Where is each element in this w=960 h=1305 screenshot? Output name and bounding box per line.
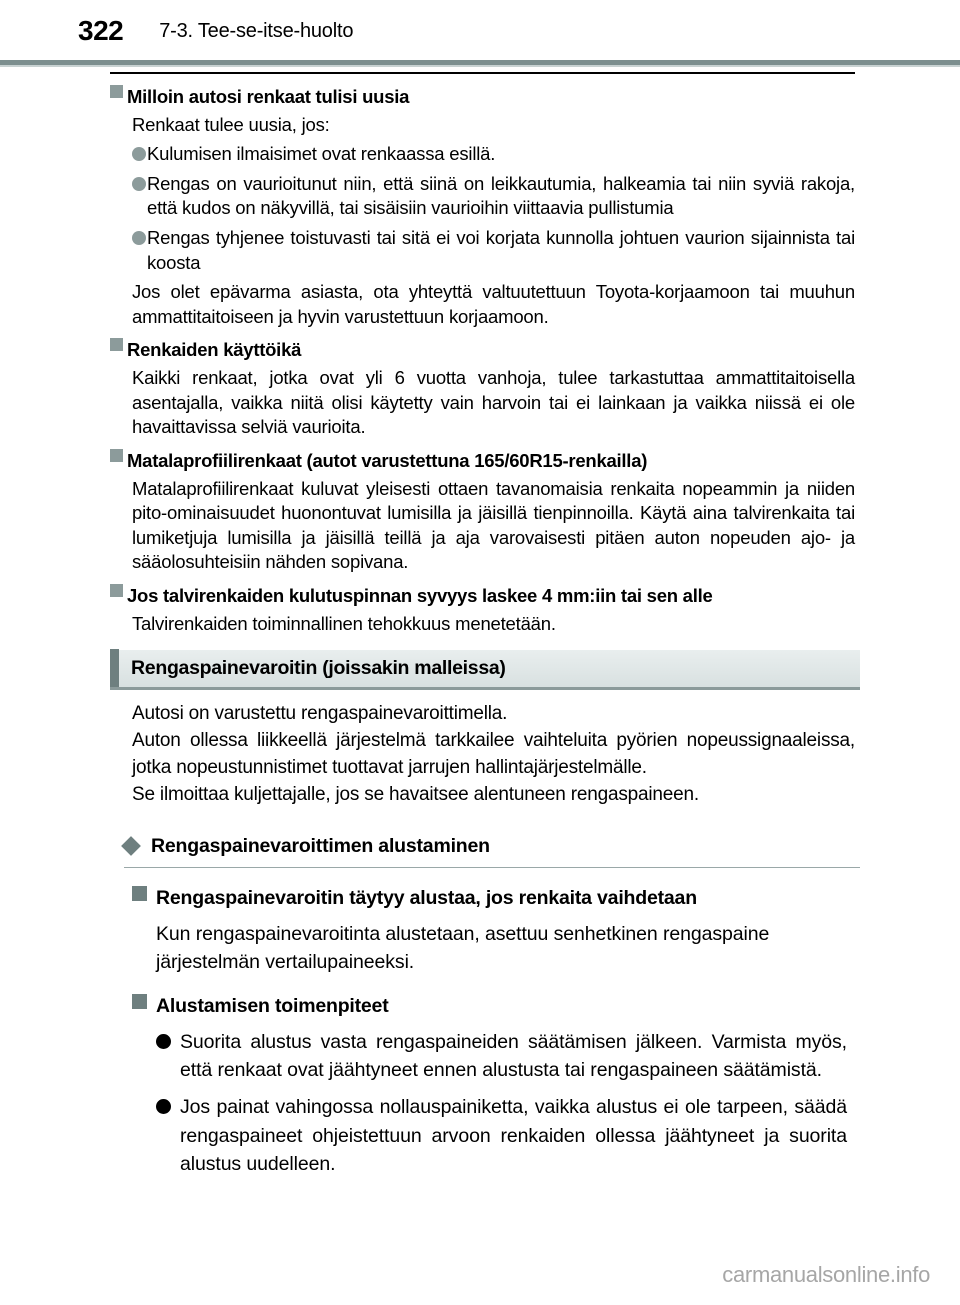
square-bullet-icon	[110, 584, 123, 597]
paragraph-talvirenkaiden-tehokkuus: Talvirenkaiden toiminnallinen tehokkuus menetetään.	[132, 612, 556, 634]
filled-circle-bullet-icon	[156, 1099, 171, 1114]
banner-title-label: Rengaspainevaroitin (joissakin malleissa)	[131, 657, 506, 680]
banner-accent-bar	[110, 649, 119, 689]
paragraph-kun-alustetaan: Kun rengaspainevaroitinta alustetaan, asettuu senhetkinen rengaspaine järjestelmän vertailupaineeksi.	[156, 922, 770, 974]
heading-label: Renkaiden käyttöikä	[127, 339, 302, 361]
banner-body	[132, 701, 855, 809]
page-content	[110, 72, 855, 1178]
square-bullet-icon	[110, 449, 123, 462]
list-item	[132, 142, 855, 167]
circle-bullet-icon	[132, 177, 146, 191]
header-divider-shadow	[0, 65, 960, 67]
list-item-label: Jos painat vahingossa nollauspainiketta, vaikka alustus ei ole tarpeen, säädä rengaspaineet ohjeistettuun arvoon renkaiden ollessa jäähtyneet ja suorita alustus uudelleen.	[180, 1096, 847, 1175]
subsection-divider-rule	[124, 867, 860, 868]
square-bullet-icon	[132, 886, 147, 901]
content-top-rule	[110, 72, 855, 74]
circle-bullet-icon	[132, 147, 146, 161]
list-item-label: Suorita alustus vasta rengaspaineiden säätämisen jälkeen. Varmista myös, että renkaat ovat jäähtyneet ennen alustusta tai rengaspaineen säätämistä.	[180, 1030, 847, 1081]
subsection-heading-alustaminen	[124, 835, 855, 858]
heading-label: Alustamisen toimenpiteet	[156, 995, 389, 1018]
list-item	[132, 172, 855, 221]
heading-label: Milloin autosi renkaat tulisi uusia	[127, 86, 410, 107]
square-bullet-icon	[110, 85, 123, 98]
section-banner-rengaspainevaroitin	[110, 650, 860, 690]
paragraph-autosi-varustettu: Autosi on varustettu rengaspainevaroittimella.	[132, 703, 508, 725]
list-item-label: Kulumisen ilmaisimet ovat renkaassa esillä.	[147, 143, 496, 165]
heading-matalaprofiilirenkaat	[110, 449, 855, 473]
heading-milloin-renkaat-uusia	[110, 85, 855, 109]
list-item-label: Rengas tyhjenee toistuvasti tai sitä ei voi korjata kunnolla johtuen vaurion sijainnista tai koosta	[147, 227, 855, 273]
paragraph-renkaiden-kayttoika: Kaikki renkaat, jotka ovat yli 6 vuotta vanhoja, tulee tarkastuttaa ammattitaitoisella asentajalla, vaikka niitä olisi käytetty vain harvoin tai ei lainkaan ja vaikka niissä ei ole havaittavissa selviä vaurioita.	[132, 367, 855, 438]
page-header	[0, 0, 960, 62]
chapter-section-title: 7-3. Tee-se-itse-huolto	[159, 20, 354, 42]
page-number: 322	[78, 15, 124, 46]
diamond-bullet-icon	[121, 836, 141, 856]
filled-circle-bullet-icon	[156, 1034, 171, 1049]
heading-alustamisen-toimenpiteet	[132, 994, 847, 1018]
square-bullet-icon	[110, 338, 123, 351]
subsection-heading-label: Rengaspainevaroittimen alustaminen	[151, 835, 490, 858]
heading-label: Matalaprofiilirenkaat (autot varustettuna 165/60R15-renkailla)	[127, 449, 648, 471]
list-item-label: Rengas on vaurioitunut niin, että siinä on leikkautumia, halkeamia tai niin syviä rakoja, että kudos on näkyvillä, tai sisäisiin vaurioihin viittaavia pullistumia	[147, 172, 855, 219]
list-item	[156, 1028, 847, 1085]
paragraph-matalaprofiilirenkaat: Matalaprofiilirenkaat kuluvat yleisesti ottaen tavanomaisia renkaita nopeammin ja niiden pito-ominaisuudet huonontuvat lumisilla ja jäisillä tienpinnoilla. Käytä aina talvirenkaita tai lumiketjuja lumisilla ja jäisillä teillä ja aja varovaisesti pitäen auton nopeuden ajo- ja sääolosuhteisiin nähden sopivana.	[132, 477, 855, 573]
paragraph-auton-ollessa-liikkeella: Auton ollessa liikkeellä järjestelmä tarkkailee vaihteluita pyörien nopeussignaaleissa, jotka nopeustunnistimet tuottavat jarrujen hallintajärjestelmälle.	[132, 730, 855, 779]
paragraph-se-ilmoittaa-kuljettajalle: Se ilmoittaa kuljettajalle, jos se havaitsee alentuneen rengaspaineen.	[132, 784, 699, 806]
footer-watermark: carmanualsonline.info	[722, 1262, 930, 1287]
list-item	[156, 1093, 847, 1178]
heading-label: Rengaspainevaroitin täytyy alustaa, jos renkaita vaihdetaan	[156, 887, 697, 910]
list-item	[132, 226, 855, 275]
heading-talvirenkaiden-kulutuspinta	[110, 584, 855, 608]
heading-varoitin-taytyy-alustaa	[132, 886, 847, 910]
subsection-body	[132, 886, 847, 1178]
heading-renkaiden-kayttoika	[110, 338, 855, 362]
paragraph-renkaat-intro: Renkaat tulee uusia, jos:	[132, 113, 330, 135]
circle-bullet-icon	[132, 231, 146, 245]
heading-label: Jos talvirenkaiden kulutuspinnan syvyys laskee 4 mm:iin tai sen alle	[127, 584, 713, 606]
paragraph-epavarma-asiasta: Jos olet epävarma asiasta, ota yhteyttä valtuutettuun Toyota-korjaamoon tai muuhun ammattitaitoiseen ja hyvin varustettuun korjaamoon.	[132, 281, 855, 327]
square-bullet-icon	[132, 994, 147, 1009]
